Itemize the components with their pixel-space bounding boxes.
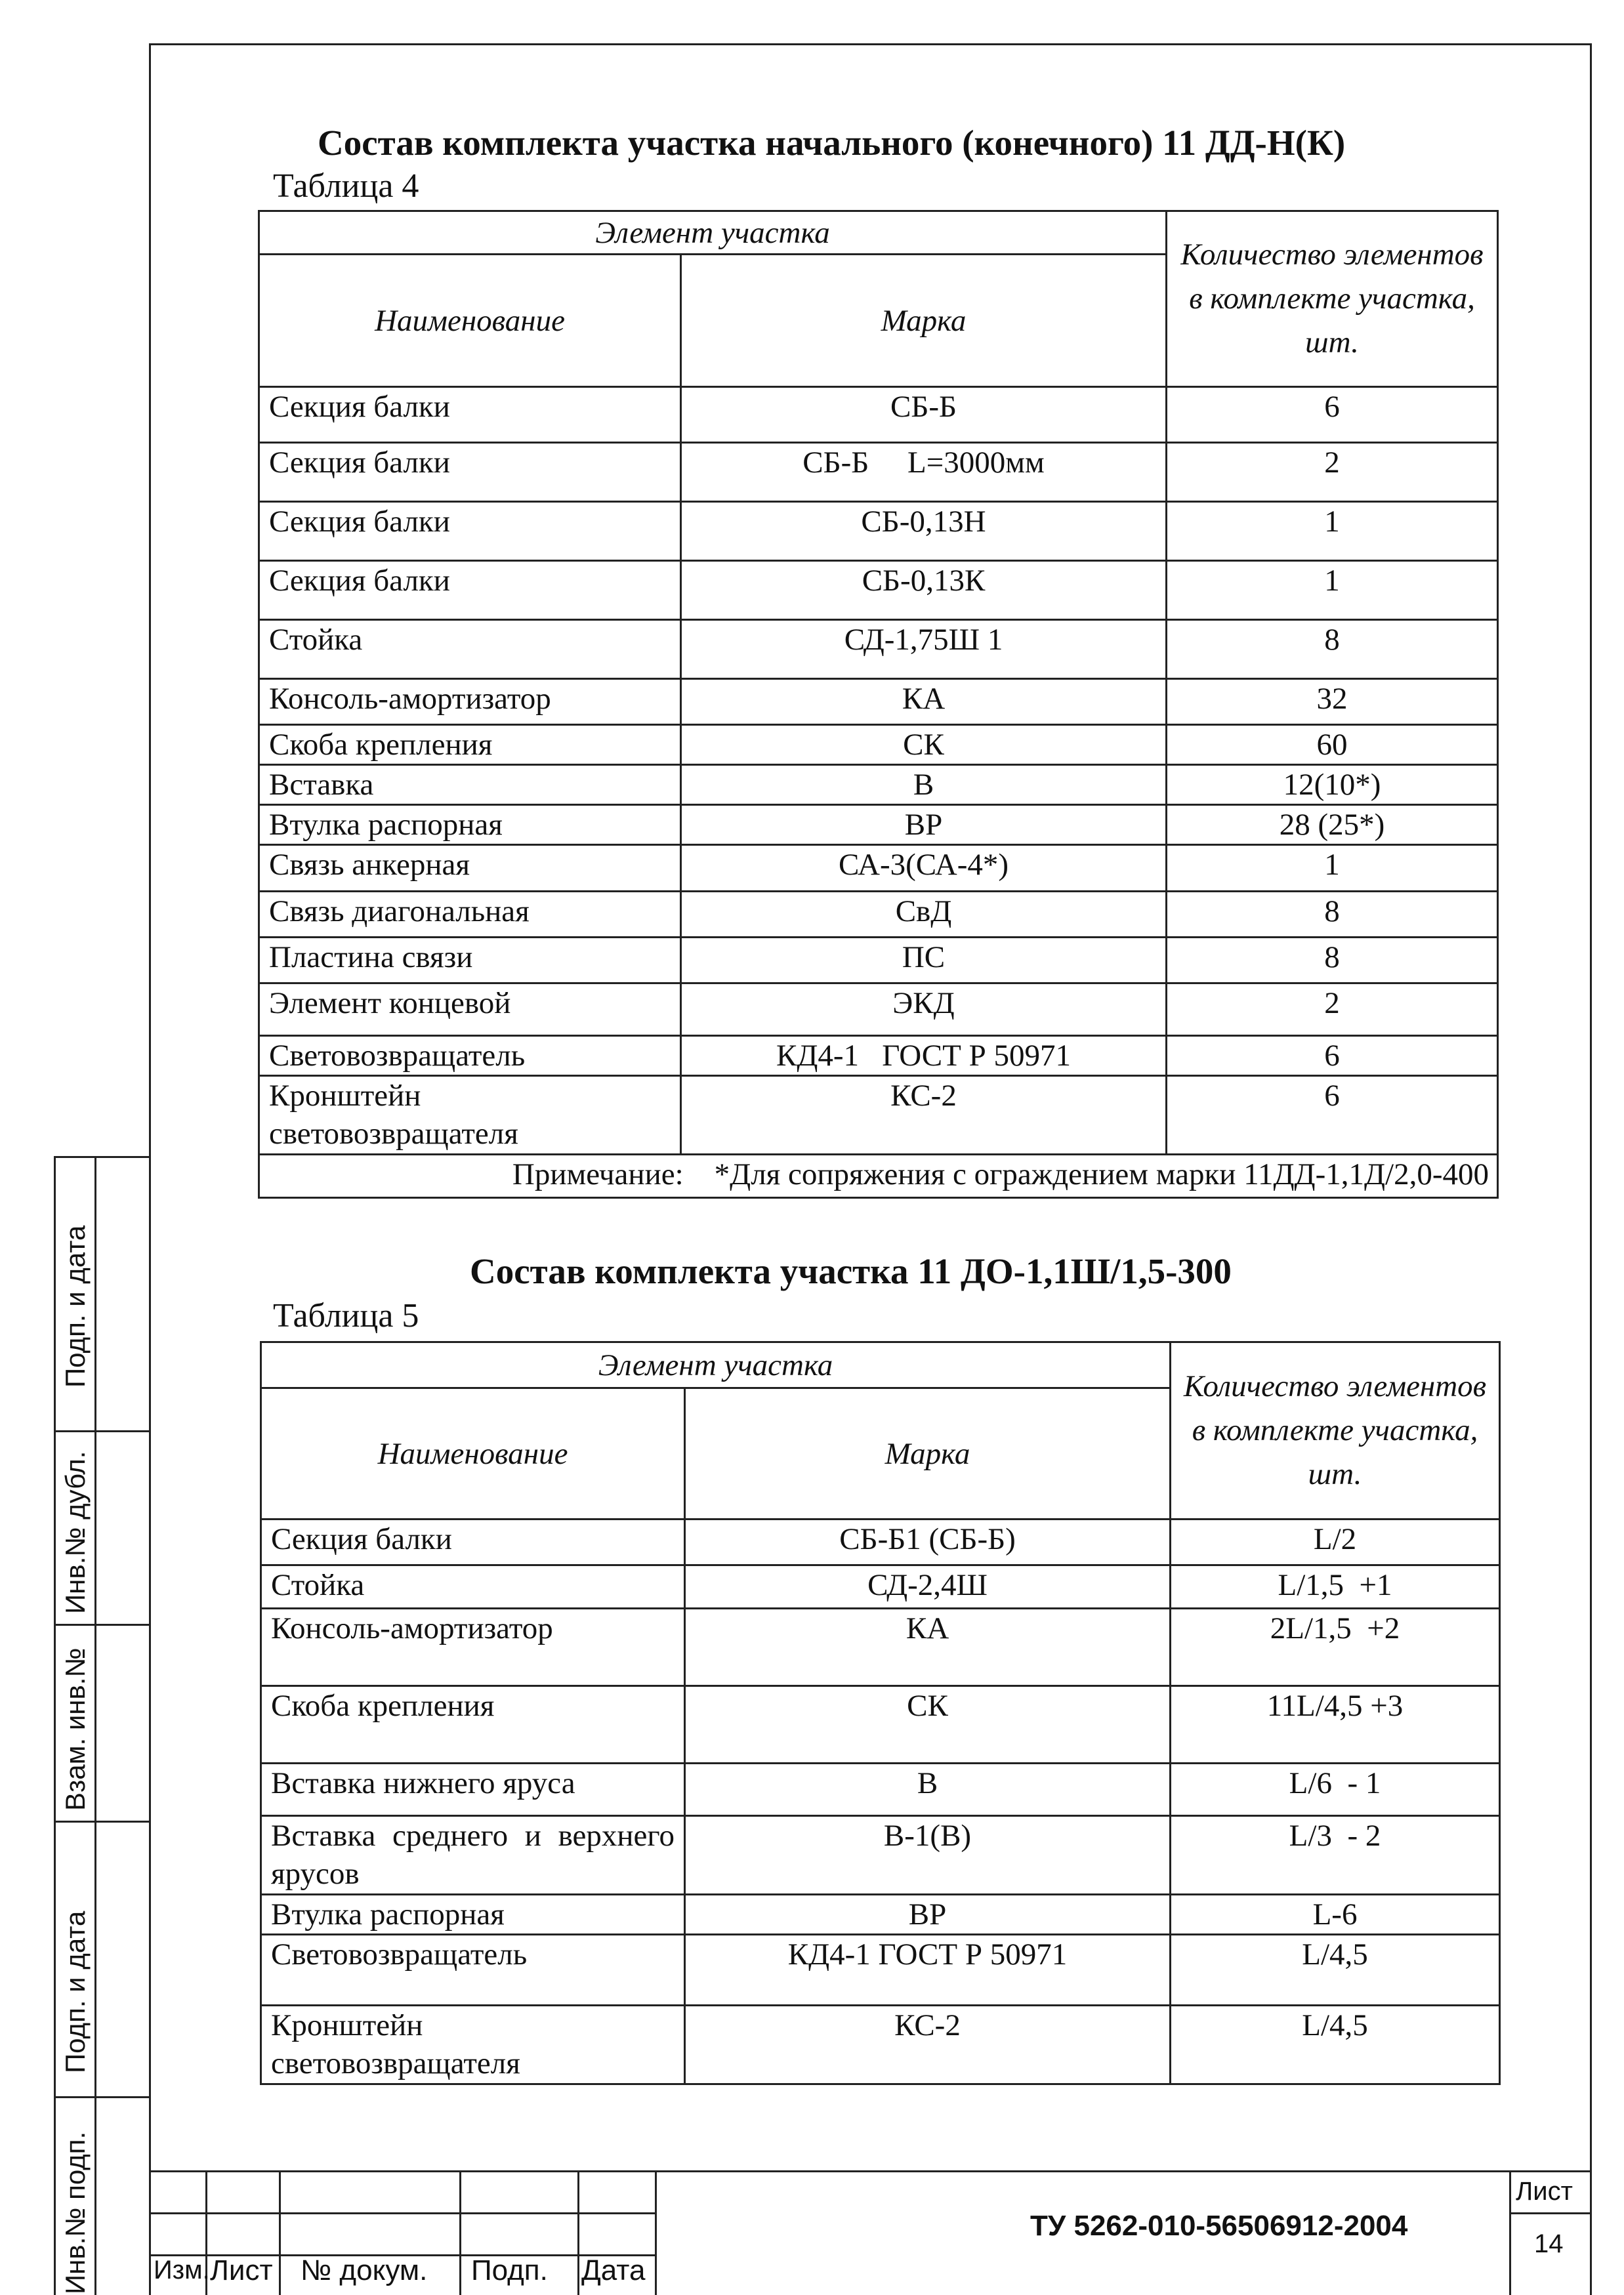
row-qty: 6 (1167, 1036, 1498, 1076)
row-brand: В (681, 765, 1167, 805)
row-qty: 32 (1167, 679, 1498, 725)
table-row (259, 561, 1498, 620)
table-row (261, 1764, 1500, 1816)
row-brand: СБ-0,13Н (681, 502, 1167, 561)
row-brand: КД4-1 ГОСТ Р 50971 (685, 1935, 1171, 2006)
row-qty: 2 (1167, 443, 1498, 502)
table-row (261, 1686, 1500, 1764)
row-name: Скоба крепления (261, 1686, 685, 1764)
table4-caption: Таблица 4 (273, 167, 419, 205)
tb-col-doc-number: № докум. (301, 2254, 428, 2286)
table5-caption: Таблица 5 (273, 1297, 419, 1334)
table4-header-qty: Количество элементов в комплекте участка, шт. (1167, 211, 1498, 387)
row-name: Секция балки (259, 502, 681, 561)
row-qty: 1 (1167, 845, 1498, 892)
table-row (261, 1935, 1500, 2006)
table-row (259, 938, 1498, 983)
table-row (259, 1036, 1498, 1076)
row-qty: L/4,5 (1171, 1935, 1500, 2006)
row-brand: КД4-1 ГОСТ Р 50971 (681, 1036, 1167, 1076)
row-brand: СБ-Б1 (СБ-Б) (685, 1520, 1171, 1565)
row-qty: 11L/4,5 +3 (1171, 1686, 1500, 1764)
row-qty: 8 (1167, 620, 1498, 679)
table-row (259, 387, 1498, 443)
tb-col-change: Изм. (154, 2256, 210, 2285)
table-row (261, 1609, 1500, 1686)
row-brand: СК (685, 1686, 1171, 1764)
row-qty: 60 (1167, 725, 1498, 765)
row-name: Вставка нижнего яруса (261, 1764, 685, 1816)
row-qty: 8 (1167, 892, 1498, 938)
row-name: Консоль-амортизатор (259, 679, 681, 725)
side-stamp (54, 1156, 151, 2295)
table4-header-element: Элемент участка (259, 211, 1167, 255)
row-brand: ПС (681, 938, 1167, 983)
side-label-signature-date-2: Подп. и дата (60, 1911, 91, 2073)
row-qty: 2 (1167, 983, 1498, 1036)
row-brand: СК (681, 725, 1167, 765)
row-name: Элемент концевой (259, 983, 681, 1036)
table-row (259, 805, 1498, 845)
table4-title: Состав комплекта участка начального (конечного) 11 ДД-Н(К) (318, 123, 1346, 163)
row-qty: 6 (1167, 1076, 1498, 1155)
side-label-signature-date-1: Подп. и дата (60, 1225, 91, 1388)
table-row (259, 679, 1498, 725)
table-row (259, 443, 1498, 502)
table5-header-brand: Марка (685, 1388, 1171, 1520)
row-brand: СБ-0,13К (681, 561, 1167, 620)
side-label-original-inv: Инв.№ подп. (60, 2131, 91, 2294)
tb-col-date: Дата (581, 2254, 646, 2286)
table-row (261, 1520, 1500, 1565)
row-qty: 8 (1167, 938, 1498, 983)
table5-title: Состав комплекта участка 11 ДО-1,1Ш/1,5-300 (470, 1251, 1232, 1291)
document-code: ТУ 5262-010-56506912-2004 (1030, 2210, 1408, 2242)
row-brand: СД-2,4Ш (685, 1565, 1171, 1609)
row-brand: СБ-Б (681, 387, 1167, 443)
row-qty: L-6 (1171, 1895, 1500, 1935)
row-brand: СД-1,75Ш 1 (681, 620, 1167, 679)
row-name: Стойка (259, 620, 681, 679)
table-row (259, 765, 1498, 805)
row-qty: L/4,5 (1171, 2006, 1500, 2084)
row-qty: L/3 - 2 (1171, 1816, 1500, 1895)
table-row (261, 1895, 1500, 1935)
table-row (261, 1565, 1500, 1609)
row-name: Скоба крепления (259, 725, 681, 765)
sheet-number: 14 (1534, 2229, 1564, 2258)
row-name: Стойка (261, 1565, 685, 1609)
table-row (259, 845, 1498, 892)
row-name: Световозвращатель (259, 1036, 681, 1076)
row-brand: СвД (681, 892, 1167, 938)
row-qty: 12(10*) (1167, 765, 1498, 805)
row-name: Связь анкерная (259, 845, 681, 892)
row-qty: 2L/1,5 +2 (1171, 1609, 1500, 1686)
row-qty: L/1,5 +1 (1171, 1565, 1500, 1609)
row-name: Втулка распорная (261, 1895, 685, 1935)
table5-header-qty: Количество элементов в комплекте участка, шт. (1171, 1342, 1500, 1520)
row-name: Вставка среднего и верхнего ярусов (261, 1816, 685, 1895)
table5 (260, 1341, 1501, 2085)
row-brand: КС-2 (685, 2006, 1171, 2084)
row-name: Связь диагональная (259, 892, 681, 938)
table5-header-name: Наименование (261, 1388, 685, 1520)
row-qty: L/6 - 1 (1171, 1764, 1500, 1816)
row-name: Секция балки (259, 561, 681, 620)
row-name: Втулка распорная (259, 805, 681, 845)
row-name: Пластина связи (259, 938, 681, 983)
table5-header-element: Элемент участка (261, 1342, 1171, 1388)
tb-col-signature: Подп. (471, 2254, 548, 2286)
row-brand: СБ-Б L=3000мм (681, 443, 1167, 502)
side-label-replacement-inv: Взам. инв.№ (60, 1647, 91, 1811)
table4 (258, 210, 1499, 1199)
row-qty: L/2 (1171, 1520, 1500, 1565)
table-row (259, 620, 1498, 679)
row-name: Световозвращатель (261, 1935, 685, 2006)
row-name: Секция балки (259, 443, 681, 502)
table-row (259, 502, 1498, 561)
table4-note-row (259, 1155, 1498, 1198)
table-row (259, 725, 1498, 765)
row-brand: В (685, 1764, 1171, 1816)
row-name: Консоль-амортизатор (261, 1609, 685, 1686)
row-qty: 1 (1167, 502, 1498, 561)
row-name: Вставка (259, 765, 681, 805)
row-brand: КС-2 (681, 1076, 1167, 1155)
row-name: Кронштейн световозвращателя (259, 1076, 681, 1155)
row-brand: КА (685, 1609, 1171, 1686)
table-row (259, 892, 1498, 938)
row-name: Секция балки (259, 387, 681, 443)
table-row (261, 2006, 1500, 2084)
row-name: Кронштейн световозвращателя (261, 2006, 685, 2084)
row-qty: 1 (1167, 561, 1498, 620)
table-row (261, 1816, 1500, 1895)
row-brand: КА (681, 679, 1167, 725)
table4-note: Примечание: *Для сопряжения с ограждением марки 11ДД-1,1Д/2,0-400 (259, 1155, 1498, 1198)
row-brand: ВР (681, 805, 1167, 845)
tb-col-sheet: Лист (210, 2254, 273, 2286)
row-qty: 6 (1167, 387, 1498, 443)
row-brand: В-1(В) (685, 1816, 1171, 1895)
sheet-label: Лист (1516, 2177, 1573, 2206)
row-brand: ЭКД (681, 983, 1167, 1036)
table4-header-brand: Марка (681, 255, 1167, 387)
table-row (259, 983, 1498, 1036)
table-row (259, 1076, 1498, 1155)
row-qty: 28 (25*) (1167, 805, 1498, 845)
row-name: Секция балки (261, 1520, 685, 1565)
row-brand: ВР (685, 1895, 1171, 1935)
row-brand: СА-3(СА-4*) (681, 845, 1167, 892)
side-label-duplicate-inv: Инв.№ дубл. (60, 1451, 91, 1614)
table4-header-name: Наименование (259, 255, 681, 387)
